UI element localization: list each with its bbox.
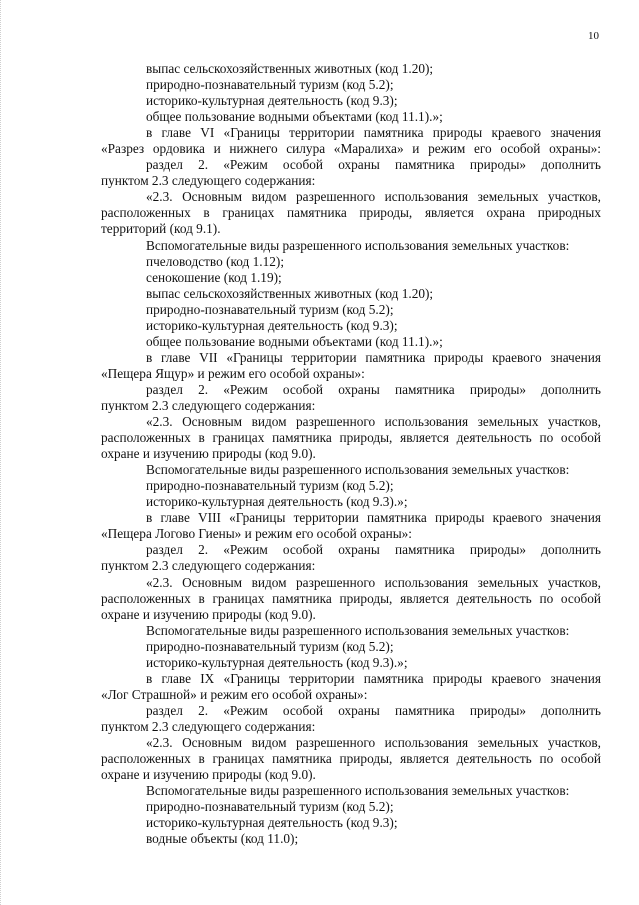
text-line: природно-познавательный туризм (код 5.2); (146, 77, 394, 93)
text-line: общее пользование водными объектами (код 11.1).»; (146, 109, 443, 125)
text-line: в главе VIII «Границы территории памятника природы краевого значения (146, 510, 601, 526)
text-line: территорий (код 9.1). (101, 221, 221, 237)
scan-edge-mark (0, 0, 5, 905)
text-line: раздел 2. «Режим особой охраны памятника природы» дополнить (146, 702, 601, 718)
text-line: пунктом 2.3 следующего содержания: (101, 718, 316, 734)
text-line: природно-познавательный туризм (код 5.2); (146, 799, 394, 815)
text-line: в главе VII «Границы территории памятника природы краевого значения (146, 349, 601, 365)
text-line: природно-познавательный туризм (код 5.2); (146, 638, 394, 654)
text-line: сенокошение (код 1.19); (146, 269, 282, 285)
text-line: пунктом 2.3 следующего содержания: (101, 558, 316, 574)
text-line: раздел 2. «Режим особой охраны памятника природы» дополнить (146, 157, 601, 173)
text-line: «Разрез ордовика и нижнего силура «Маралиха» и режим его особой охраны»: (101, 141, 601, 157)
text-line: «2.3. Основным видом разрешенного использования земельных участков, (146, 414, 601, 430)
text-line: пунктом 2.3 следующего содержания: (101, 397, 316, 413)
text-line: Вспомогательные виды разрешенного использования земельных участков: (146, 237, 570, 253)
text-line: историко-культурная деятельность (код 9.3).»; (146, 654, 408, 670)
text-line: «2.3. Основным видом разрешенного использования земельных участков, (146, 574, 601, 590)
text-line: охране и изучению природы (код 9.0). (101, 767, 316, 783)
page-number: 10 (588, 30, 599, 42)
text-line: общее пользование водными объектами (код 11.1).»; (146, 333, 443, 349)
text-line: историко-культурная деятельность (код 9.3); (146, 93, 398, 109)
text-line: расположенных в границах памятника природы, является деятельность по особой (101, 751, 601, 767)
text-line: в главе IX «Границы территории памятника природы краевого значения (146, 670, 601, 686)
text-line: Вспомогательные виды разрешенного использования земельных участков: (146, 462, 570, 478)
text-line: в главе VI «Границы территории памятника природы краевого значения (146, 125, 601, 141)
text-line: расположенных в границах памятника природы, является деятельность по особой (101, 590, 601, 606)
text-line: природно-познавательный туризм (код 5.2); (146, 478, 394, 494)
text-line: историко-культурная деятельность (код 9.3).»; (146, 494, 408, 510)
text-line: охране и изучению природы (код 9.0). (101, 446, 316, 462)
text-line: природно-познавательный туризм (код 5.2); (146, 301, 394, 317)
text-line: «2.3. Основным видом разрешенного использования земельных участков, (146, 189, 601, 205)
text-line: «Лог Страшной» и режим его особой охраны»: (101, 686, 368, 702)
text-line: «2.3. Основным видом разрешенного использования земельных участков, (146, 734, 601, 750)
text-line: раздел 2. «Режим особой охраны памятника природы» дополнить (146, 542, 601, 558)
text-line: «Пещера Ящур» и режим его особой охраны»: (101, 365, 365, 381)
text-line: выпас сельскохозяйственных животных (код 1.20); (146, 61, 434, 76)
text-line: Вспомогательные виды разрешенного использования земельных участков: (146, 783, 570, 799)
text-line: водные объекты (код 11.0); (146, 831, 299, 847)
text-line: «Пещера Логово Гиены» и режим его особой охраны»: (101, 526, 412, 542)
text-line: историко-культурная деятельность (код 9.3); (146, 317, 398, 333)
text-line: охране и изучению природы (код 9.0). (101, 606, 316, 622)
text-line: расположенных в границах памятника природы, является деятельность по особой (101, 430, 601, 446)
text-line: выпас сельскохозяйственных животных (код 1.20); (146, 285, 434, 301)
text-line: расположенных в границах памятника природы, является охрана природных (101, 205, 601, 221)
text-line: историко-культурная деятельность (код 9.3); (146, 815, 398, 831)
text-line: пчеловодство (код 1.12); (146, 253, 285, 269)
text-line: Вспомогательные виды разрешенного использования земельных участков: (146, 622, 570, 638)
document-body (101, 61, 601, 847)
text-line: раздел 2. «Режим особой охраны памятника природы» дополнить (146, 381, 601, 397)
text-line: пунктом 2.3 следующего содержания: (101, 173, 316, 189)
